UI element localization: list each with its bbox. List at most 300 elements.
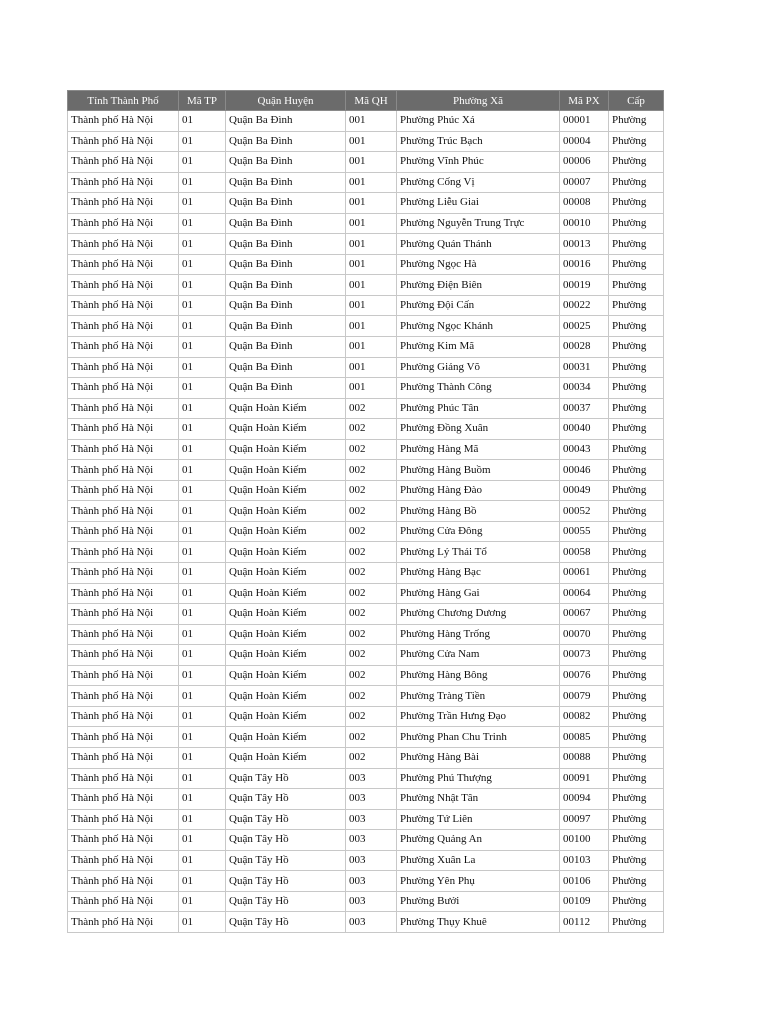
cell-province: Thành phố Hà Nội [68, 563, 179, 584]
cell-province: Thành phố Hà Nội [68, 398, 179, 419]
cell-district-code: 002 [346, 563, 397, 584]
cell-province: Thành phố Hà Nội [68, 439, 179, 460]
cell-province: Thành phố Hà Nội [68, 480, 179, 501]
cell-level: Phường [609, 850, 664, 871]
cell-level: Phường [609, 480, 664, 501]
table-row [68, 254, 664, 275]
cell-ward-code: 00082 [560, 706, 609, 727]
cell-province-code: 01 [179, 706, 226, 727]
table-row [68, 727, 664, 748]
cell-ward-code: 00097 [560, 809, 609, 830]
table-row [68, 460, 664, 481]
table-row [68, 193, 664, 214]
cell-level: Phường [609, 111, 664, 132]
cell-level: Phường [609, 521, 664, 542]
cell-province: Thành phố Hà Nội [68, 583, 179, 604]
cell-province: Thành phố Hà Nội [68, 172, 179, 193]
cell-district: Quận Tây Hồ [226, 871, 346, 892]
cell-ward-code: 00004 [560, 131, 609, 152]
cell-ward-code: 00067 [560, 604, 609, 625]
cell-ward-code: 00109 [560, 891, 609, 912]
cell-district: Quận Ba Đình [226, 111, 346, 132]
cell-province: Thành phố Hà Nội [68, 686, 179, 707]
cell-province: Thành phố Hà Nội [68, 357, 179, 378]
cell-district: Quận Hoàn Kiếm [226, 460, 346, 481]
cell-ward-code: 00049 [560, 480, 609, 501]
cell-province: Thành phố Hà Nội [68, 624, 179, 645]
cell-ward-code: 00028 [560, 337, 609, 358]
cell-province-code: 01 [179, 193, 226, 214]
cell-level: Phường [609, 563, 664, 584]
cell-district: Quận Hoàn Kiếm [226, 501, 346, 522]
cell-district: Quận Ba Đình [226, 234, 346, 255]
table-row [68, 439, 664, 460]
cell-province-code: 01 [179, 378, 226, 399]
cell-ward: Phường Cửa Nam [397, 645, 560, 666]
cell-ward: Phường Đồng Xuân [397, 419, 560, 440]
administrative-units-table [67, 90, 664, 933]
cell-province: Thành phố Hà Nội [68, 727, 179, 748]
cell-ward-code: 00103 [560, 850, 609, 871]
table-row [68, 213, 664, 234]
cell-ward-code: 00025 [560, 316, 609, 337]
cell-ward: Phường Hàng Bạc [397, 563, 560, 584]
table-row [68, 665, 664, 686]
cell-province-code: 01 [179, 583, 226, 604]
table-row [68, 357, 664, 378]
cell-level: Phường [609, 604, 664, 625]
cell-level: Phường [609, 398, 664, 419]
cell-level: Phường [609, 234, 664, 255]
cell-level: Phường [609, 419, 664, 440]
cell-district: Quận Ba Đình [226, 275, 346, 296]
table-row [68, 686, 664, 707]
cell-province: Thành phố Hà Nội [68, 912, 179, 933]
cell-district-code: 001 [346, 254, 397, 275]
cell-district: Quận Tây Hồ [226, 850, 346, 871]
cell-province: Thành phố Hà Nội [68, 809, 179, 830]
cell-district: Quận Hoàn Kiếm [226, 686, 346, 707]
cell-district: Quận Ba Đình [226, 254, 346, 275]
cell-province-code: 01 [179, 419, 226, 440]
cell-ward-code: 00037 [560, 398, 609, 419]
cell-province-code: 01 [179, 111, 226, 132]
cell-province-code: 01 [179, 131, 226, 152]
cell-district: Quận Hoàn Kiếm [226, 439, 346, 460]
cell-district: Quận Hoàn Kiếm [226, 727, 346, 748]
cell-province: Thành phố Hà Nội [68, 275, 179, 296]
cell-ward: Phường Liễu Giai [397, 193, 560, 214]
table-row [68, 624, 664, 645]
cell-province-code: 01 [179, 398, 226, 419]
cell-province: Thành phố Hà Nội [68, 254, 179, 275]
table-row [68, 111, 664, 132]
cell-district-code: 002 [346, 665, 397, 686]
cell-district-code: 002 [346, 398, 397, 419]
cell-province: Thành phố Hà Nội [68, 378, 179, 399]
cell-province-code: 01 [179, 789, 226, 810]
cell-province: Thành phố Hà Nội [68, 501, 179, 522]
cell-ward: Phường Tràng Tiền [397, 686, 560, 707]
table-body [68, 111, 664, 933]
table-row [68, 316, 664, 337]
cell-district-code: 002 [346, 624, 397, 645]
cell-province-code: 01 [179, 563, 226, 584]
cell-district-code: 002 [346, 439, 397, 460]
table-row [68, 563, 664, 584]
cell-ward-code: 00010 [560, 213, 609, 234]
table-row [68, 706, 664, 727]
table-row [68, 583, 664, 604]
cell-ward-code: 00076 [560, 665, 609, 686]
table-row [68, 542, 664, 563]
cell-level: Phường [609, 830, 664, 851]
cell-ward-code: 00106 [560, 871, 609, 892]
cell-district: Quận Ba Đình [226, 357, 346, 378]
header-level: Cấp [609, 91, 664, 111]
cell-province: Thành phố Hà Nội [68, 768, 179, 789]
cell-province-code: 01 [179, 624, 226, 645]
cell-district: Quận Hoàn Kiếm [226, 480, 346, 501]
cell-district-code: 002 [346, 727, 397, 748]
cell-district-code: 002 [346, 706, 397, 727]
cell-ward: Phường Đội Cấn [397, 295, 560, 316]
cell-district-code: 001 [346, 295, 397, 316]
cell-district-code: 001 [346, 111, 397, 132]
cell-district-code: 001 [346, 172, 397, 193]
cell-ward: Phường Quảng An [397, 830, 560, 851]
cell-province-code: 01 [179, 439, 226, 460]
cell-ward: Phường Bưởi [397, 891, 560, 912]
cell-district: Quận Hoàn Kiếm [226, 706, 346, 727]
cell-ward-code: 00091 [560, 768, 609, 789]
table-header [68, 91, 664, 111]
cell-ward: Phường Thành Công [397, 378, 560, 399]
cell-level: Phường [609, 809, 664, 830]
cell-ward: Phường Hàng Bồ [397, 501, 560, 522]
cell-ward: Phường Yên Phụ [397, 871, 560, 892]
cell-level: Phường [609, 912, 664, 933]
cell-district: Quận Tây Hồ [226, 789, 346, 810]
header-district-code: Mã QH [346, 91, 397, 111]
cell-ward-code: 00001 [560, 111, 609, 132]
cell-province: Thành phố Hà Nội [68, 542, 179, 563]
cell-ward-code: 00043 [560, 439, 609, 460]
header-province-code: Mã TP [179, 91, 226, 111]
cell-district: Quận Hoàn Kiếm [226, 583, 346, 604]
cell-level: Phường [609, 501, 664, 522]
cell-ward-code: 00052 [560, 501, 609, 522]
cell-level: Phường [609, 316, 664, 337]
cell-district-code: 001 [346, 378, 397, 399]
cell-level: Phường [609, 378, 664, 399]
cell-district-code: 001 [346, 131, 397, 152]
cell-level: Phường [609, 686, 664, 707]
cell-ward-code: 00016 [560, 254, 609, 275]
cell-ward: Phường Phan Chu Trinh [397, 727, 560, 748]
cell-province-code: 01 [179, 912, 226, 933]
cell-district-code: 001 [346, 337, 397, 358]
cell-province-code: 01 [179, 480, 226, 501]
cell-ward: Phường Phúc Xá [397, 111, 560, 132]
table-row [68, 809, 664, 830]
cell-province-code: 01 [179, 234, 226, 255]
cell-level: Phường [609, 747, 664, 768]
cell-province: Thành phố Hà Nội [68, 193, 179, 214]
table-row [68, 789, 664, 810]
cell-level: Phường [609, 768, 664, 789]
cell-level: Phường [609, 891, 664, 912]
cell-district: Quận Hoàn Kiếm [226, 398, 346, 419]
table-row [68, 398, 664, 419]
cell-level: Phường [609, 789, 664, 810]
header-ward: Phường Xã [397, 91, 560, 111]
cell-ward: Phường Nhật Tân [397, 789, 560, 810]
cell-province: Thành phố Hà Nội [68, 850, 179, 871]
cell-ward-code: 00007 [560, 172, 609, 193]
cell-province: Thành phố Hà Nội [68, 747, 179, 768]
cell-district: Quận Tây Hồ [226, 912, 346, 933]
header-ward-code: Mã PX [560, 91, 609, 111]
cell-province: Thành phố Hà Nội [68, 871, 179, 892]
table-row [68, 645, 664, 666]
cell-ward: Phường Ngọc Hà [397, 254, 560, 275]
table-row [68, 830, 664, 851]
table-row [68, 891, 664, 912]
table-row [68, 172, 664, 193]
cell-level: Phường [609, 706, 664, 727]
cell-province: Thành phố Hà Nội [68, 789, 179, 810]
cell-district: Quận Tây Hồ [226, 809, 346, 830]
cell-province-code: 01 [179, 830, 226, 851]
cell-ward-code: 00008 [560, 193, 609, 214]
cell-district-code: 001 [346, 213, 397, 234]
cell-province-code: 01 [179, 542, 226, 563]
cell-district-code: 002 [346, 521, 397, 542]
table-row [68, 871, 664, 892]
cell-province: Thành phố Hà Nội [68, 419, 179, 440]
cell-district-code: 003 [346, 871, 397, 892]
cell-ward-code: 00079 [560, 686, 609, 707]
header-row [68, 91, 664, 111]
cell-province-code: 01 [179, 645, 226, 666]
cell-level: Phường [609, 624, 664, 645]
cell-province: Thành phố Hà Nội [68, 830, 179, 851]
cell-level: Phường [609, 193, 664, 214]
cell-ward-code: 00094 [560, 789, 609, 810]
cell-province: Thành phố Hà Nội [68, 665, 179, 686]
header-district: Quận Huyện [226, 91, 346, 111]
cell-level: Phường [609, 275, 664, 296]
cell-ward-code: 00088 [560, 747, 609, 768]
cell-province-code: 01 [179, 316, 226, 337]
cell-province-code: 01 [179, 152, 226, 173]
cell-province-code: 01 [179, 460, 226, 481]
cell-district-code: 002 [346, 747, 397, 768]
cell-district: Quận Tây Hồ [226, 830, 346, 851]
cell-province-code: 01 [179, 254, 226, 275]
cell-province-code: 01 [179, 521, 226, 542]
table-row [68, 480, 664, 501]
cell-province-code: 01 [179, 891, 226, 912]
cell-ward: Phường Hàng Bông [397, 665, 560, 686]
cell-district-code: 001 [346, 357, 397, 378]
table-row [68, 419, 664, 440]
cell-province: Thành phố Hà Nội [68, 316, 179, 337]
cell-province: Thành phố Hà Nội [68, 234, 179, 255]
cell-ward: Phường Hàng Mã [397, 439, 560, 460]
cell-level: Phường [609, 871, 664, 892]
cell-province-code: 01 [179, 768, 226, 789]
cell-ward-code: 00055 [560, 521, 609, 542]
cell-province-code: 01 [179, 604, 226, 625]
cell-province: Thành phố Hà Nội [68, 152, 179, 173]
cell-district-code: 002 [346, 480, 397, 501]
cell-district-code: 001 [346, 152, 397, 173]
cell-ward: Phường Cửa Đông [397, 521, 560, 542]
cell-province-code: 01 [179, 275, 226, 296]
cell-ward: Phường Phú Thượng [397, 768, 560, 789]
cell-district: Quận Hoàn Kiếm [226, 645, 346, 666]
cell-ward-code: 00040 [560, 419, 609, 440]
cell-level: Phường [609, 152, 664, 173]
cell-ward: Phường Giảng Võ [397, 357, 560, 378]
cell-district: Quận Ba Đình [226, 213, 346, 234]
cell-level: Phường [609, 583, 664, 604]
cell-ward: Phường Trần Hưng Đạo [397, 706, 560, 727]
table-row [68, 131, 664, 152]
cell-province: Thành phố Hà Nội [68, 337, 179, 358]
cell-ward-code: 00022 [560, 295, 609, 316]
cell-ward: Phường Cống Vị [397, 172, 560, 193]
cell-district: Quận Hoàn Kiếm [226, 419, 346, 440]
cell-province-code: 01 [179, 871, 226, 892]
cell-district: Quận Tây Hồ [226, 768, 346, 789]
cell-ward-code: 00058 [560, 542, 609, 563]
cell-district: Quận Hoàn Kiếm [226, 542, 346, 563]
cell-province-code: 01 [179, 357, 226, 378]
cell-district: Quận Ba Đình [226, 193, 346, 214]
cell-district-code: 001 [346, 234, 397, 255]
table-row [68, 521, 664, 542]
cell-ward: Phường Thụy Khuê [397, 912, 560, 933]
cell-district-code: 002 [346, 501, 397, 522]
cell-ward: Phường Xuân La [397, 850, 560, 871]
cell-ward-code: 00046 [560, 460, 609, 481]
cell-ward-code: 00019 [560, 275, 609, 296]
cell-ward: Phường Điện Biên [397, 275, 560, 296]
cell-level: Phường [609, 665, 664, 686]
cell-level: Phường [609, 213, 664, 234]
cell-district: Quận Hoàn Kiếm [226, 563, 346, 584]
cell-district-code: 001 [346, 316, 397, 337]
header-province: Tỉnh Thành Phố [68, 91, 179, 111]
cell-ward: Phường Chương Dương [397, 604, 560, 625]
cell-province: Thành phố Hà Nội [68, 521, 179, 542]
cell-district-code: 001 [346, 275, 397, 296]
cell-ward: Phường Vĩnh Phúc [397, 152, 560, 173]
cell-province-code: 01 [179, 809, 226, 830]
cell-ward-code: 00006 [560, 152, 609, 173]
cell-province: Thành phố Hà Nội [68, 295, 179, 316]
cell-district-code: 002 [346, 419, 397, 440]
cell-province: Thành phố Hà Nội [68, 706, 179, 727]
cell-district: Quận Hoàn Kiếm [226, 665, 346, 686]
cell-ward: Phường Hàng Đào [397, 480, 560, 501]
cell-level: Phường [609, 439, 664, 460]
cell-district: Quận Ba Đình [226, 337, 346, 358]
cell-province-code: 01 [179, 727, 226, 748]
cell-ward-code: 00100 [560, 830, 609, 851]
cell-province-code: 01 [179, 213, 226, 234]
cell-district: Quận Hoàn Kiếm [226, 747, 346, 768]
table-row [68, 234, 664, 255]
cell-ward-code: 00073 [560, 645, 609, 666]
table-row [68, 912, 664, 933]
cell-ward: Phường Hàng Trống [397, 624, 560, 645]
table-row [68, 152, 664, 173]
cell-district-code: 003 [346, 850, 397, 871]
cell-province-code: 01 [179, 686, 226, 707]
cell-province-code: 01 [179, 337, 226, 358]
cell-level: Phường [609, 254, 664, 275]
cell-level: Phường [609, 460, 664, 481]
cell-district: Quận Ba Đình [226, 172, 346, 193]
cell-ward-code: 00112 [560, 912, 609, 933]
cell-province: Thành phố Hà Nội [68, 645, 179, 666]
cell-district: Quận Ba Đình [226, 152, 346, 173]
cell-district: Quận Ba Đình [226, 295, 346, 316]
cell-level: Phường [609, 295, 664, 316]
cell-ward: Phường Nguyễn Trung Trực [397, 213, 560, 234]
cell-ward: Phường Trúc Bạch [397, 131, 560, 152]
cell-ward: Phường Ngọc Khánh [397, 316, 560, 337]
cell-district: Quận Ba Đình [226, 131, 346, 152]
cell-district: Quận Hoàn Kiếm [226, 624, 346, 645]
table-row [68, 747, 664, 768]
cell-ward-code: 00031 [560, 357, 609, 378]
cell-province-code: 01 [179, 172, 226, 193]
cell-district-code: 002 [346, 583, 397, 604]
cell-district-code: 002 [346, 460, 397, 481]
cell-ward-code: 00013 [560, 234, 609, 255]
cell-province-code: 01 [179, 665, 226, 686]
cell-district-code: 002 [346, 604, 397, 625]
table-row [68, 378, 664, 399]
cell-district-code: 003 [346, 912, 397, 933]
cell-level: Phường [609, 172, 664, 193]
table-row [68, 295, 664, 316]
cell-ward: Phường Hàng Bài [397, 747, 560, 768]
cell-province: Thành phố Hà Nội [68, 891, 179, 912]
cell-ward: Phường Hàng Buồm [397, 460, 560, 481]
cell-district-code: 003 [346, 789, 397, 810]
cell-ward: Phường Kim Mã [397, 337, 560, 358]
cell-ward: Phường Phúc Tân [397, 398, 560, 419]
cell-ward-code: 00034 [560, 378, 609, 399]
cell-ward: Phường Quán Thánh [397, 234, 560, 255]
cell-level: Phường [609, 357, 664, 378]
cell-level: Phường [609, 131, 664, 152]
cell-district-code: 003 [346, 809, 397, 830]
cell-province: Thành phố Hà Nội [68, 111, 179, 132]
cell-ward-code: 00085 [560, 727, 609, 748]
cell-district-code: 002 [346, 645, 397, 666]
cell-province-code: 01 [179, 295, 226, 316]
cell-level: Phường [609, 542, 664, 563]
cell-province: Thành phố Hà Nội [68, 604, 179, 625]
table-row [68, 850, 664, 871]
